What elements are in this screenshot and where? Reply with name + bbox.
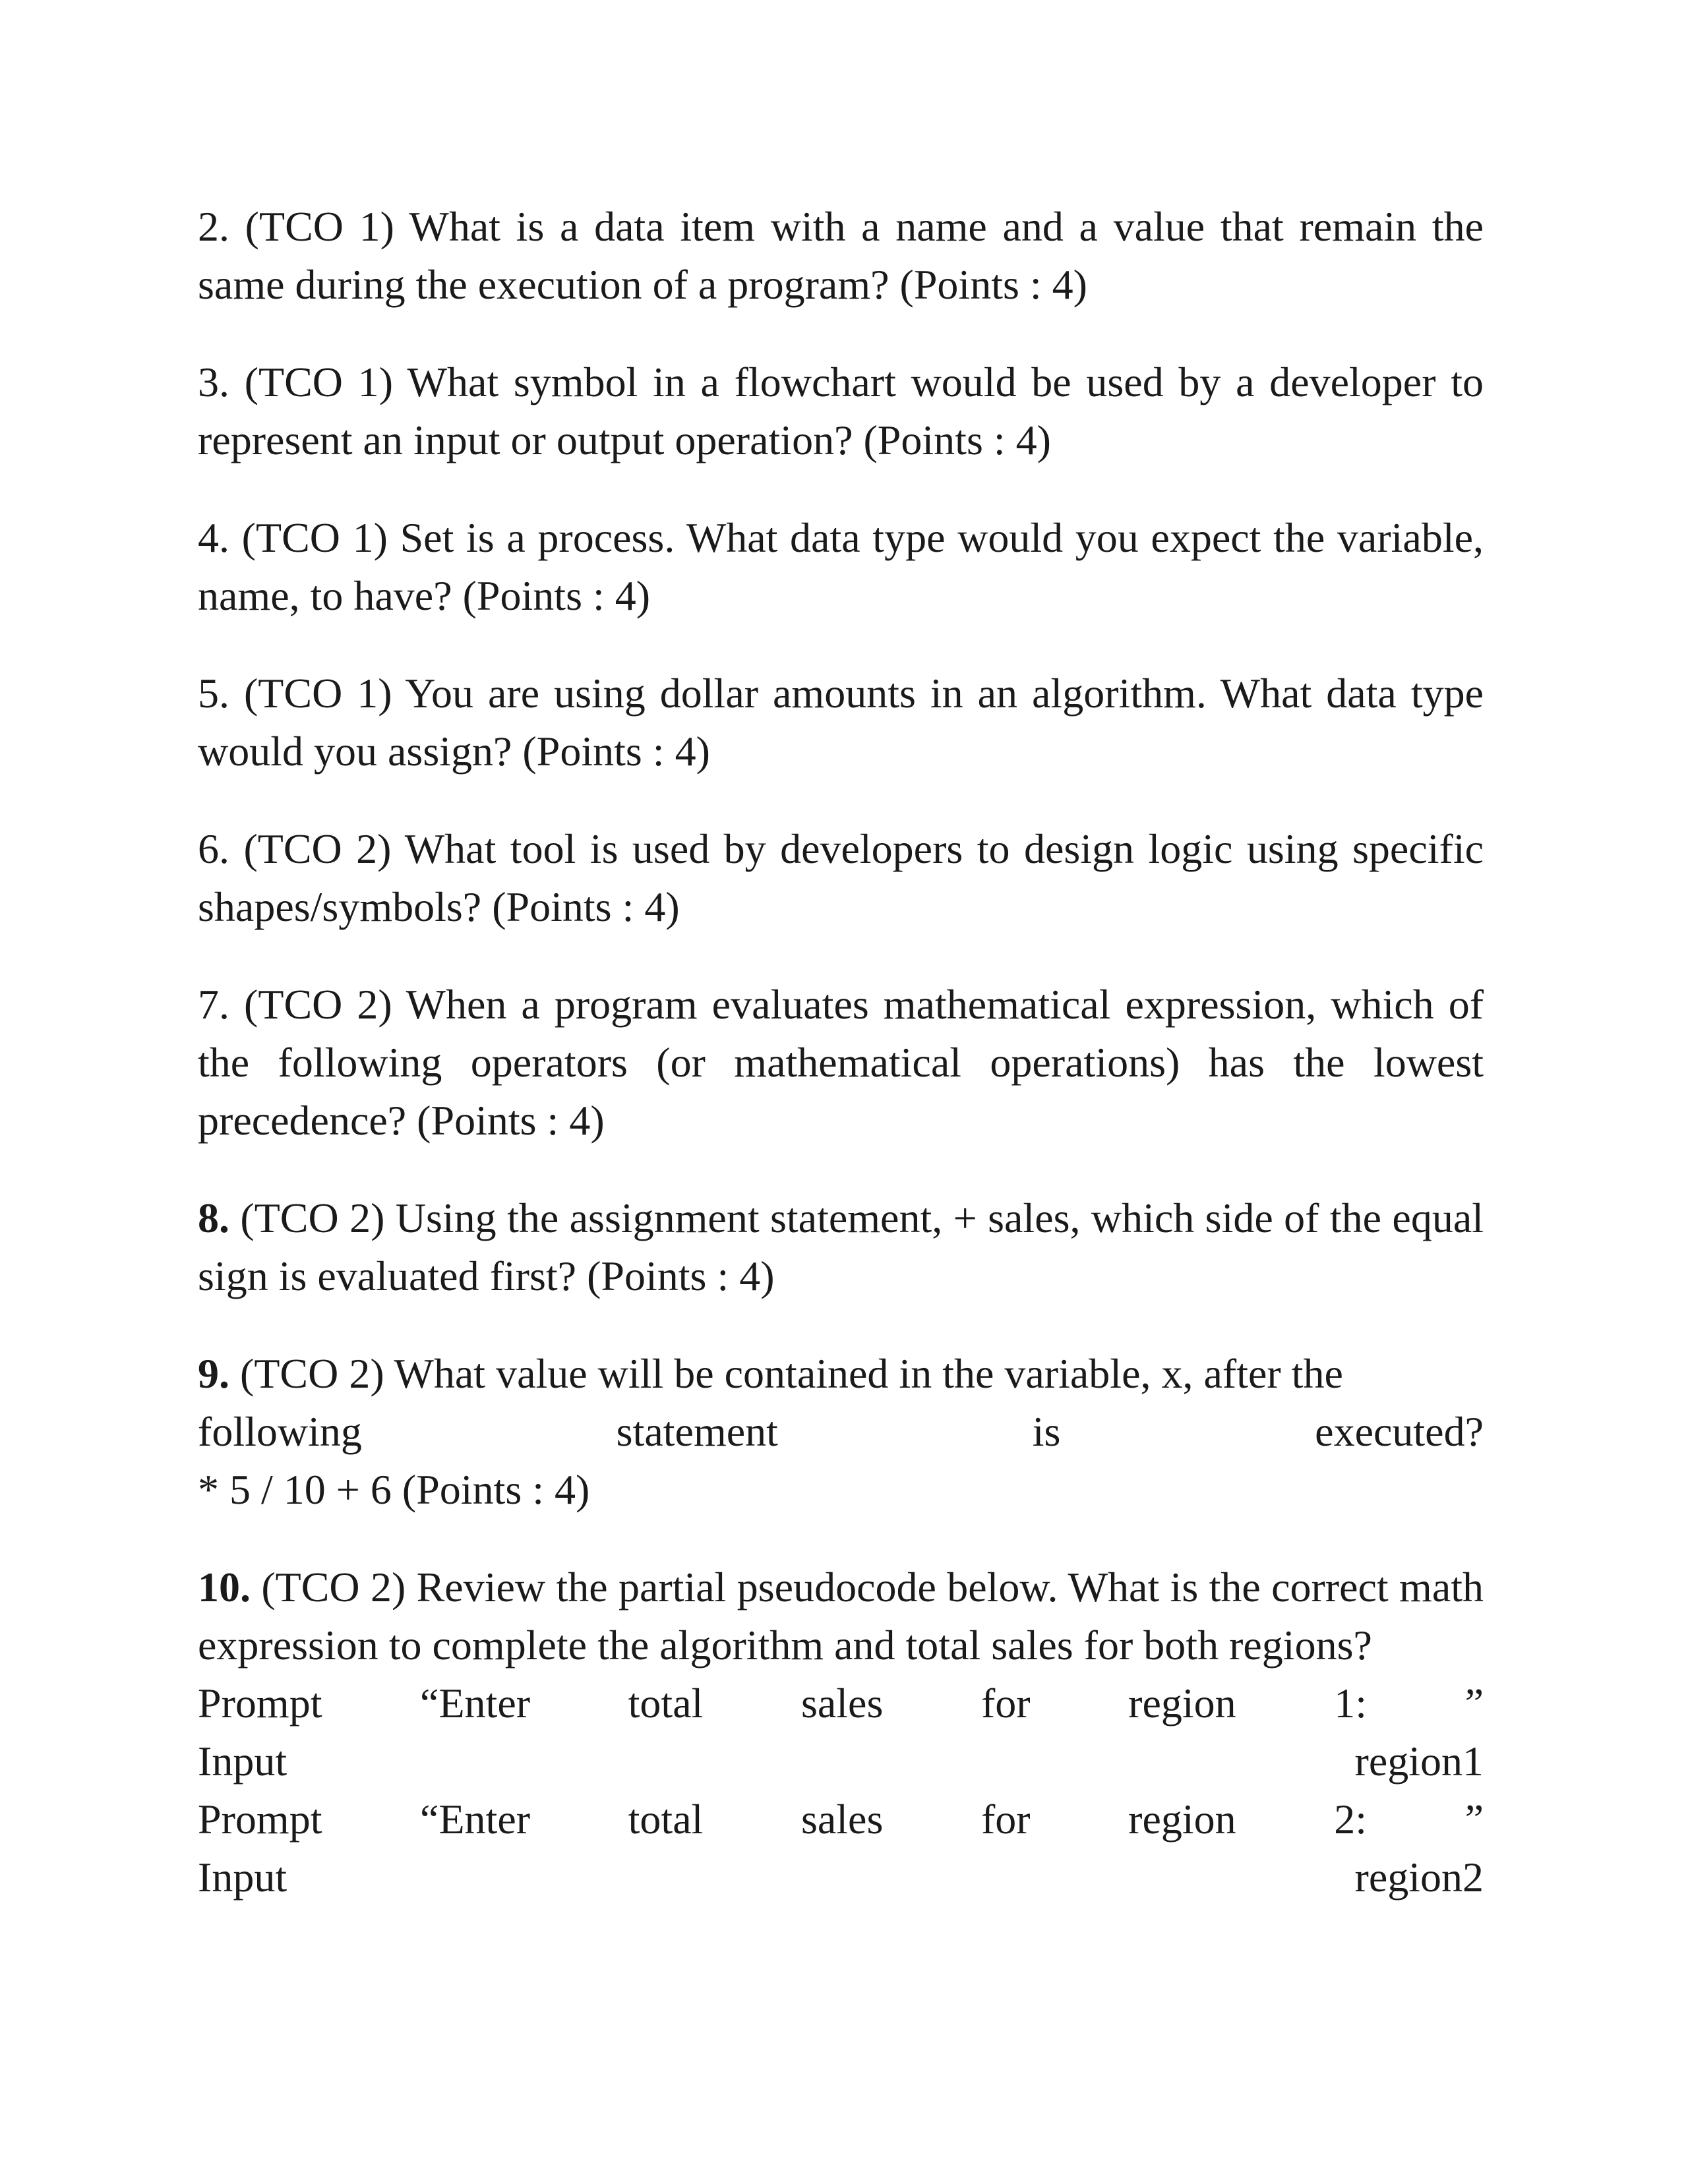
- question-number: 4.: [198, 514, 229, 561]
- pseudo-token: region1: [1354, 1738, 1484, 1785]
- pseudocode-line: [198, 1674, 1484, 1732]
- word: statement: [616, 1408, 778, 1455]
- question-text: (TCO 1) What symbol in a flowchart would be used by a developer to represent an input or output operation? (Points : 4): [198, 359, 1484, 463]
- pseudo-token: region: [1128, 1796, 1236, 1843]
- question-text: (TCO 2) What tool is used by developers to design logic using specific shapes/symbols? (Points : 4): [198, 825, 1484, 930]
- question-number: 7.: [198, 981, 229, 1028]
- question-number: 6.: [198, 825, 229, 872]
- pseudo-token: region2: [1354, 1854, 1484, 1901]
- question-text: (TCO 2) Using the assignment statement, + sales, which side of the equal sign is evaluated first? (Points : 4): [198, 1195, 1484, 1299]
- question-number: 5.: [198, 670, 229, 717]
- question-text: (TCO 1) What is a data item with a name and a value that remain the same during the execution of a program? (Points : 4): [198, 203, 1484, 308]
- question-3: [198, 353, 1484, 469]
- pseudo-token: Prompt: [198, 1680, 322, 1727]
- question-7: [198, 976, 1484, 1150]
- word: is: [1032, 1408, 1061, 1455]
- question-5: [198, 664, 1484, 781]
- question-number: 2.: [198, 203, 229, 250]
- question-number: 8.: [198, 1195, 229, 1241]
- word: following: [198, 1408, 362, 1455]
- pseudo-token: ”: [1464, 1680, 1484, 1727]
- question-text: (TCO 2) When a program evaluates mathematical expression, which of the following operators (or mathematical operations) has the lowest precedence? (Points : 4): [198, 981, 1484, 1144]
- document-page: [198, 198, 1484, 1946]
- pseudo-token: ”: [1464, 1796, 1484, 1843]
- pseudocode-block: [198, 1674, 1484, 1906]
- question-6: [198, 820, 1484, 936]
- question-text: (TCO 2) Review the partial pseudocode below. What is the correct math expression to complete the algorithm and total sales for both regions?: [198, 1564, 1484, 1668]
- pseudo-token: total: [628, 1796, 704, 1843]
- question-text: (TCO 1) Set is a process. What data type would you expect the variable, name, to have? (Points : 4): [198, 514, 1484, 619]
- question-text: (TCO 1) You are using dollar amounts in an algorithm. What data type would you assign? (Points : 4): [198, 670, 1484, 775]
- question-9: [198, 1345, 1484, 1519]
- pseudo-token: Input: [198, 1854, 287, 1901]
- pseudo-token: region: [1128, 1680, 1236, 1727]
- pseudo-token: Prompt: [198, 1796, 322, 1843]
- pseudo-token: 2:: [1334, 1796, 1367, 1843]
- question-10-prompt: [198, 1558, 1484, 1674]
- question-number: 9.: [198, 1350, 229, 1397]
- pseudo-token: sales: [800, 1796, 884, 1843]
- pseudo-token: “Enter: [420, 1680, 531, 1727]
- pseudo-token: for: [980, 1796, 1031, 1843]
- question-4: [198, 509, 1484, 625]
- pseudo-token: Input: [198, 1738, 287, 1785]
- question-9-line-3: * 5 / 10 + 6 (Points : 4): [198, 1466, 590, 1513]
- pseudo-token: total: [628, 1680, 704, 1727]
- word: executed?: [1315, 1408, 1484, 1455]
- question-text: (TCO 2) What value will be contained in the variable, x, after the: [240, 1350, 1343, 1397]
- pseudo-token: 1:: [1334, 1680, 1367, 1727]
- pseudo-token: for: [980, 1680, 1031, 1727]
- pseudocode-line: [198, 1732, 1484, 1790]
- pseudo-token: “Enter: [420, 1796, 531, 1843]
- pseudocode-line: [198, 1848, 1484, 1906]
- question-number: 10.: [198, 1564, 251, 1610]
- question-number: 3.: [198, 359, 229, 405]
- pseudo-token: sales: [800, 1680, 884, 1727]
- pseudocode-line: [198, 1790, 1484, 1848]
- question-2: [198, 198, 1484, 314]
- question-10: [198, 1558, 1484, 1906]
- question-8: [198, 1189, 1484, 1305]
- question-9-line-1: [198, 1345, 1484, 1403]
- question-9-line-2: [198, 1403, 1484, 1461]
